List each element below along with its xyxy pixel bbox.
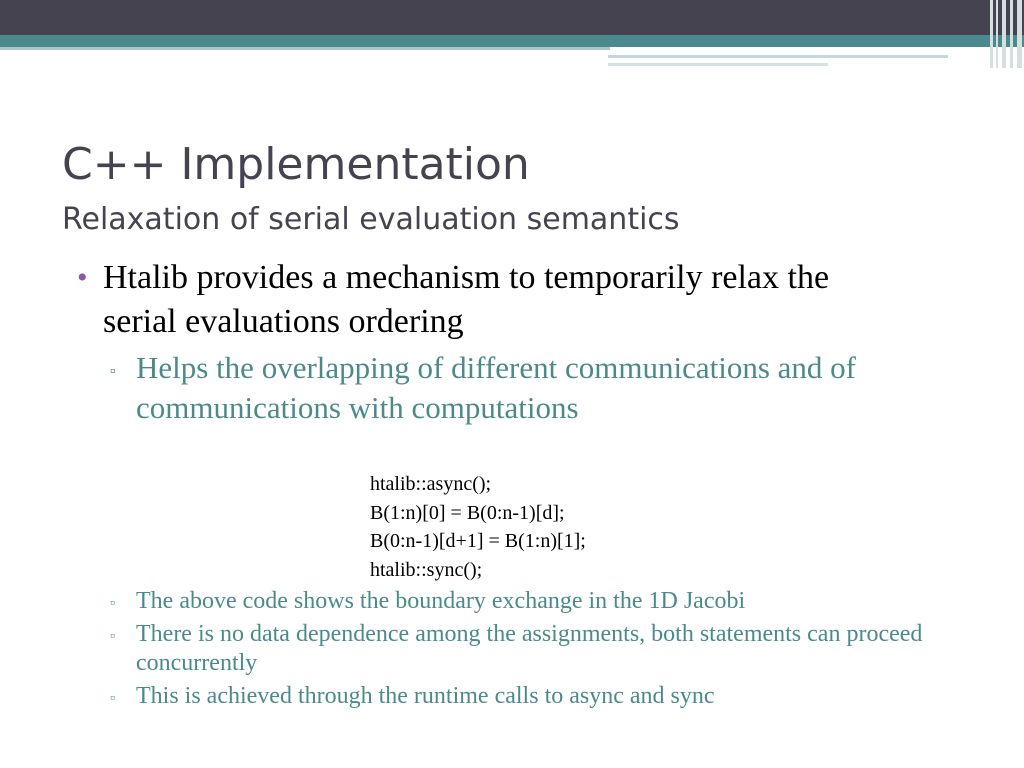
sub-bullet xyxy=(110,348,926,428)
edge-stripe xyxy=(1010,0,1013,68)
edge-stripe xyxy=(990,0,993,68)
slide-subtitle: Relaxation of serial evaluation semantics xyxy=(62,202,680,237)
edge-stripe xyxy=(1017,0,1022,68)
slide-title: C++ Implementation xyxy=(62,139,530,190)
code-line: B(1:n)[0] = B(0:n-1)[d]; xyxy=(370,501,565,524)
note-text: The above code shows the boundary exchange in the 1D Jacobi xyxy=(136,588,746,614)
sub-bullet-text: Helps the overlapping of different communications and of communications with computations xyxy=(136,350,856,425)
header-stripe-1 xyxy=(608,55,948,58)
code-line: B(0:n-1)[d+1] = B(1:n)[1]; xyxy=(370,530,586,552)
header-band-teal xyxy=(0,35,1024,47)
code-block xyxy=(370,470,586,584)
bullet-square-icon: ▫ xyxy=(110,629,115,644)
header-band-dark xyxy=(0,0,1024,35)
note-text: There is no data dependence among the assignments, both statements can proceed concurrently xyxy=(136,621,923,676)
header-stripe-2 xyxy=(608,63,828,66)
edge-stripe xyxy=(1002,0,1006,68)
main-bullet-text: Htalib provides a mechanism to temporarily relax the serial evaluations ordering xyxy=(103,259,830,340)
bullet-square-icon: ▫ xyxy=(110,691,115,706)
header-band-light xyxy=(0,47,610,50)
code-line: htalib::async(); xyxy=(370,473,492,495)
note-bullet xyxy=(110,587,926,616)
bullet-square-icon: ▫ xyxy=(110,596,115,611)
edge-stripe xyxy=(996,0,998,68)
note-text: This is achieved through the runtime calls to async and sync xyxy=(136,683,715,709)
code-line: htalib::sync(); xyxy=(370,558,483,581)
bullet-square-icon: ▫ xyxy=(110,363,116,380)
note-bullet xyxy=(110,682,926,711)
note-bullet xyxy=(110,620,926,678)
main-bullet xyxy=(77,256,903,344)
bullet-dot-icon: • xyxy=(77,261,88,294)
